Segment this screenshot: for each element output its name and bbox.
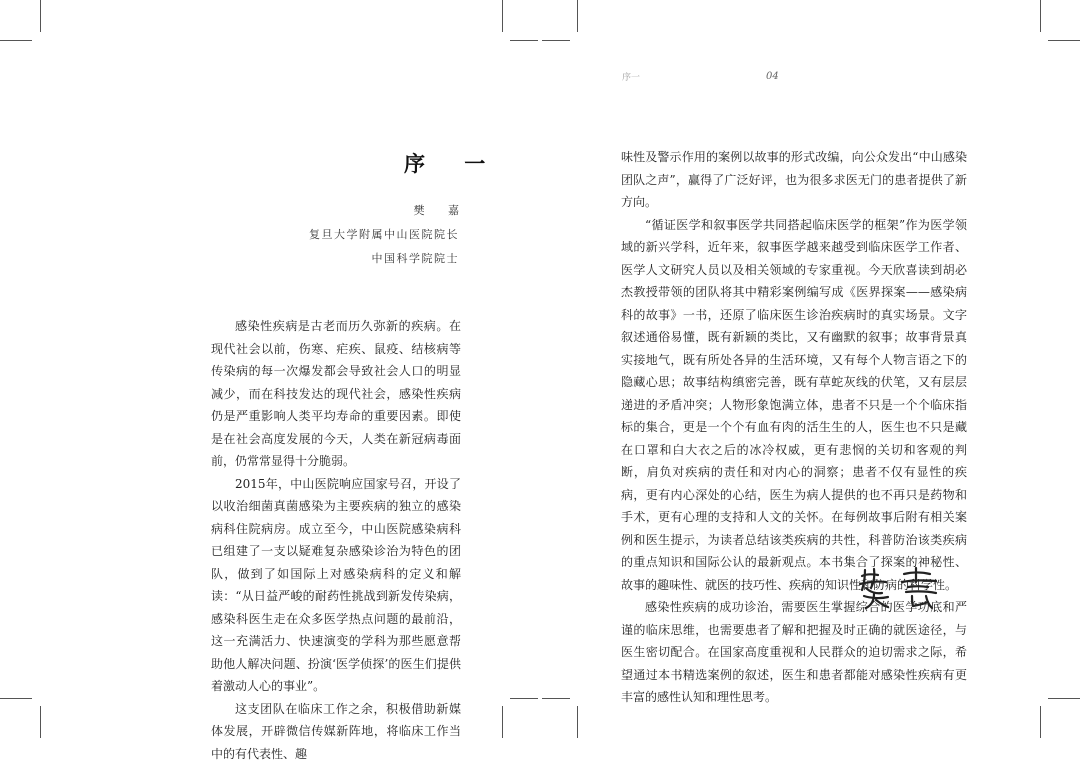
author-affiliation: 复旦大学附属中山医院院长 [309, 223, 459, 247]
author-name: 樊 嘉 [309, 199, 469, 223]
right-body-text [621, 146, 967, 709]
author-block [309, 199, 459, 271]
right-page [540, 0, 1080, 738]
author-title: 中国科学院院士 [309, 247, 459, 271]
running-head: 序一 [622, 70, 640, 83]
paragraph: 感染性疾病的成功诊治，需要医生掌握综合的医学功底和严谨的临床思维，也需要患者了解和把握及时正确的就医途径，与医生密切配合。在国家高度重视和人民群众的迫切需求之际，希望通过本书精选案例的叙述，医生和患者都能对感染性疾病有更丰富的感性认知和理性思考。 [621, 596, 967, 709]
handwritten-signature [856, 566, 946, 610]
left-body-text [211, 315, 461, 765]
left-page [0, 0, 540, 738]
paragraph: 2015年，中山医院响应国家号召，开设了以收治细菌真菌感染为主要疾病的独立的感染病科住院病房。成立至今，中山医院感染病科已组建了一支以疑难复杂感染诊治为特色的团队，做到了如国际上对感染病科的定义和解读：“从日益严峻的耐药性挑战到新发传染病，感染科医生走在众多医学热点问题的最前沿，这一充满活力、快速演变的学科为那些愿意帮助他人解决问题、扮演‘医学侦探’的医生们提供着激动人心的事业”。 [211, 473, 461, 698]
page-number: 04 [766, 71, 779, 82]
paragraph-continuation: 味性及警示作用的案例以故事的形式改编，向公众发出“中山感染团队之声”，赢得了广泛好评，也为很多求医无门的患者提供了新方向。 [621, 146, 967, 214]
paragraph: 感染性疾病是古老而历久弥新的疾病。在现代社会以前，伤寒、疟疾、鼠疫、结核病等传染病的每一次爆发都会导致社会人口的明显减少，而在科技发达的现代社会，感染性疾病仍是严重影响人类平均寿命的重要因素。即使是在社会高度发展的今天，人类在新冠病毒面前，仍常常显得十分脆弱。 [211, 315, 461, 473]
preface-title: 序 一 [404, 148, 501, 178]
paragraph: “循证医学和叙事医学共同搭起临床医学的框架”作为医学领域的新兴学科，近年来，叙事医学越来越受到临床医学工作者、医学人文研究人员以及相关领域的专家重视。今天欣喜读到胡必杰教授带领的团队将其中精彩案例编写成《医界探案——感染病科的故事》一书，还原了临床医生诊治疾病时的真实场景。文字叙述通俗易懂，既有新颖的类比，又有幽默的叙事；故事背景真实接地气，既有所处各异的生活环境，又有每个人物言语之下的隐藏心思；故事结构缜密完善，既有草蛇灰线的伏笔，又有层层递进的矛盾冲突；人物形象饱满立体，患者不只是一个个临床指标的集合，更是一个个有血有肉的活生生的人，医生也不只是藏在口罩和白大衣之后的冰冷权威，更有悲悯的关切和客观的判断，肩负对疾病的责任和对内心的洞察；患者不仅有显性的疾病，更有内心深处的心结，医生为病人提供的也不再只是药物和手术，更有心理的支持和人文的关怀。在每例故事后附有相关案例和医生提示，为读者总结该类疾病的共性，科普防治该类疾病的重点知识和国际公认的最新观点。本书集合了探案的神秘性、故事的趣味性、就医的技巧性、疾病的知识性和防病的科学性。 [621, 214, 967, 597]
paragraph: 这支团队在临床工作之余，积极借助新媒体发展，开辟微信传媒新阵地，将临床工作当中的有代表性、趣 [211, 698, 461, 765]
